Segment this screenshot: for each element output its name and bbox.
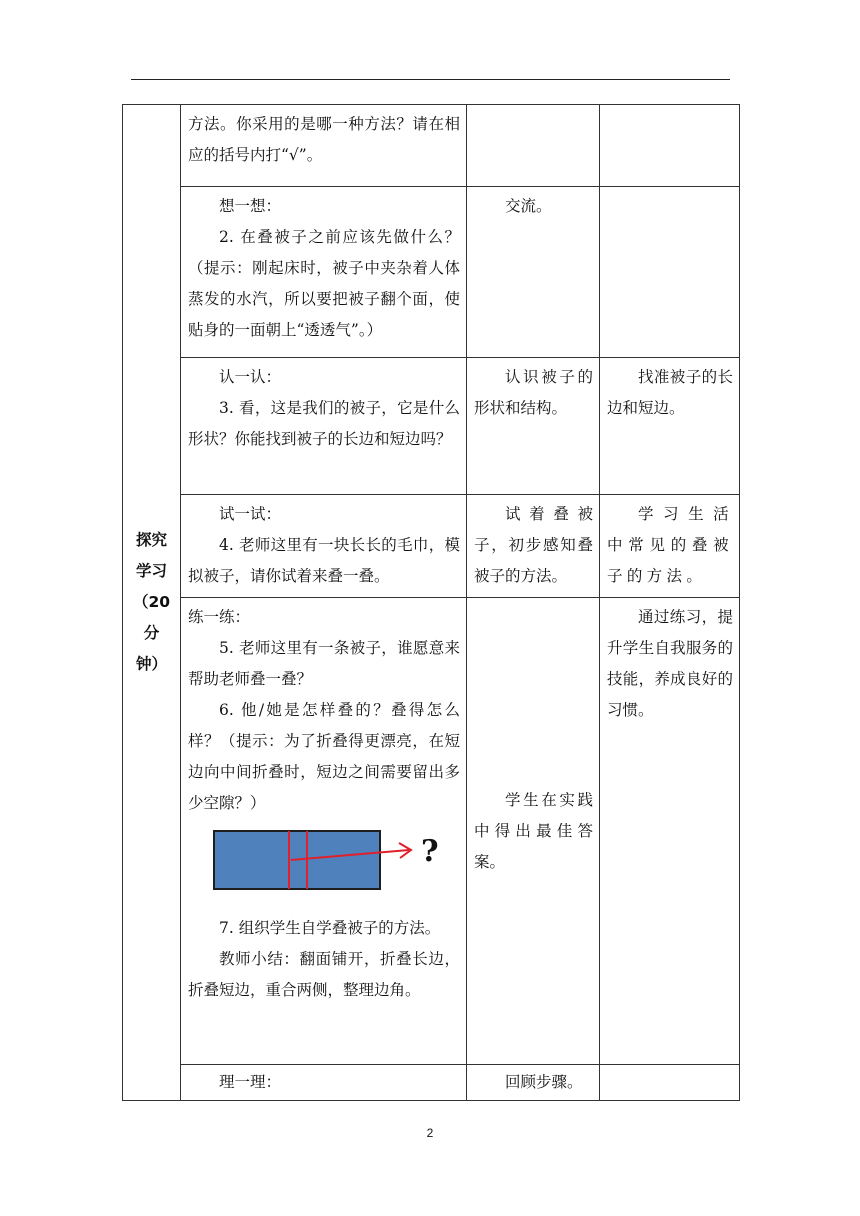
teacher-activity-cell	[181, 105, 467, 187]
student-activity-cell	[467, 598, 600, 1065]
table-row	[123, 495, 740, 598]
page-number: 2	[426, 1126, 434, 1140]
section-heading: 认一认：	[219, 368, 282, 386]
section-heading: 理一理：	[219, 1073, 282, 1091]
student-activity-cell	[467, 358, 600, 495]
teacher-activity-cell	[181, 358, 467, 495]
intent-text: 找准被子的长边和短边。	[607, 368, 733, 417]
design-intent-cell	[600, 105, 740, 187]
student-activity-cell	[467, 187, 600, 358]
activity-text: 3. 看，这是我们的被子，它是什么形状？你能找到被子的长边和短边吗？	[188, 399, 460, 448]
table-row	[123, 105, 740, 187]
stage-line: （20	[132, 593, 171, 611]
section-heading: 试一试：	[219, 505, 282, 523]
design-intent-cell	[600, 495, 740, 598]
table-row	[123, 1065, 740, 1101]
student-text: 试着叠被子，初步感知叠被子的方法。	[474, 505, 593, 585]
question-mark-label: ?	[421, 834, 439, 869]
section-heading: 想一想：	[219, 197, 282, 215]
student-text: 交流。	[505, 197, 552, 215]
activity-text: 4. 老师这里有一块长长的毛巾，模拟被子，请你试着来叠一叠。	[188, 536, 460, 585]
student-activity-cell	[467, 1065, 600, 1101]
design-intent-cell	[600, 358, 740, 495]
summary-text: 教师小结：翻面铺开，折叠长边，折叠短边，重合两侧，整理边角。	[188, 950, 460, 999]
table-row	[123, 358, 740, 495]
stage-line: 分	[143, 624, 160, 642]
student-activity-cell	[467, 105, 600, 187]
teacher-activity-cell	[181, 598, 467, 1065]
table-row	[123, 187, 740, 358]
stage-line: 探究	[135, 531, 167, 549]
activity-text: 5. 老师这里有一条被子，谁愿意来帮助老师叠一叠？	[188, 639, 460, 688]
student-activity-cell	[467, 495, 600, 598]
student-text: 学生在实践中得出最佳答案。	[474, 790, 593, 871]
design-intent-cell	[600, 1065, 740, 1101]
teacher-activity-cell	[181, 1065, 467, 1101]
stage-cell	[123, 105, 181, 1101]
teacher-activity-cell	[181, 187, 467, 358]
activity-text: 2. 在叠被子之前应该先做什么？（提示：刚起床时，被子中夹杂着人体蒸发的水汽，所以要把被子翻个面，使贴身的一面朝上“透透气”。）	[188, 228, 460, 339]
activity-text: 方法。你采用的是哪一种方法？请在相应的括号内打“√”。	[188, 115, 460, 164]
header-rule	[131, 79, 730, 80]
table-row	[123, 598, 740, 1065]
teacher-activity-cell	[181, 495, 467, 598]
quilt-diagram-svg	[213, 829, 443, 893]
intent-text: 通过练习，提升学生自我服务的技能，养成良好的习惯。	[607, 608, 733, 719]
intent-text: 学习生活中常见的叠被子的方法。	[607, 505, 733, 585]
section-heading: 练一练：	[188, 608, 251, 626]
activity-text: 7. 组织学生自学叠被子的方法。	[219, 919, 441, 937]
stage-line: 学习	[135, 562, 167, 580]
student-text: 回顾步骤。	[505, 1073, 583, 1091]
stage-line: 钟）	[135, 655, 167, 673]
lesson-plan-table	[122, 104, 740, 1101]
activity-text: 6. 他/她是怎样叠的？叠得怎么样？（提示：为了折叠得更漂亮，在短边向中间折叠时，短边之间需要留出多少空隙？）	[188, 701, 460, 812]
student-text: 认识被子的形状和结构。	[474, 368, 593, 417]
design-intent-cell	[600, 187, 740, 358]
quilt-fold-diagram	[188, 829, 460, 909]
design-intent-cell	[600, 598, 740, 1065]
